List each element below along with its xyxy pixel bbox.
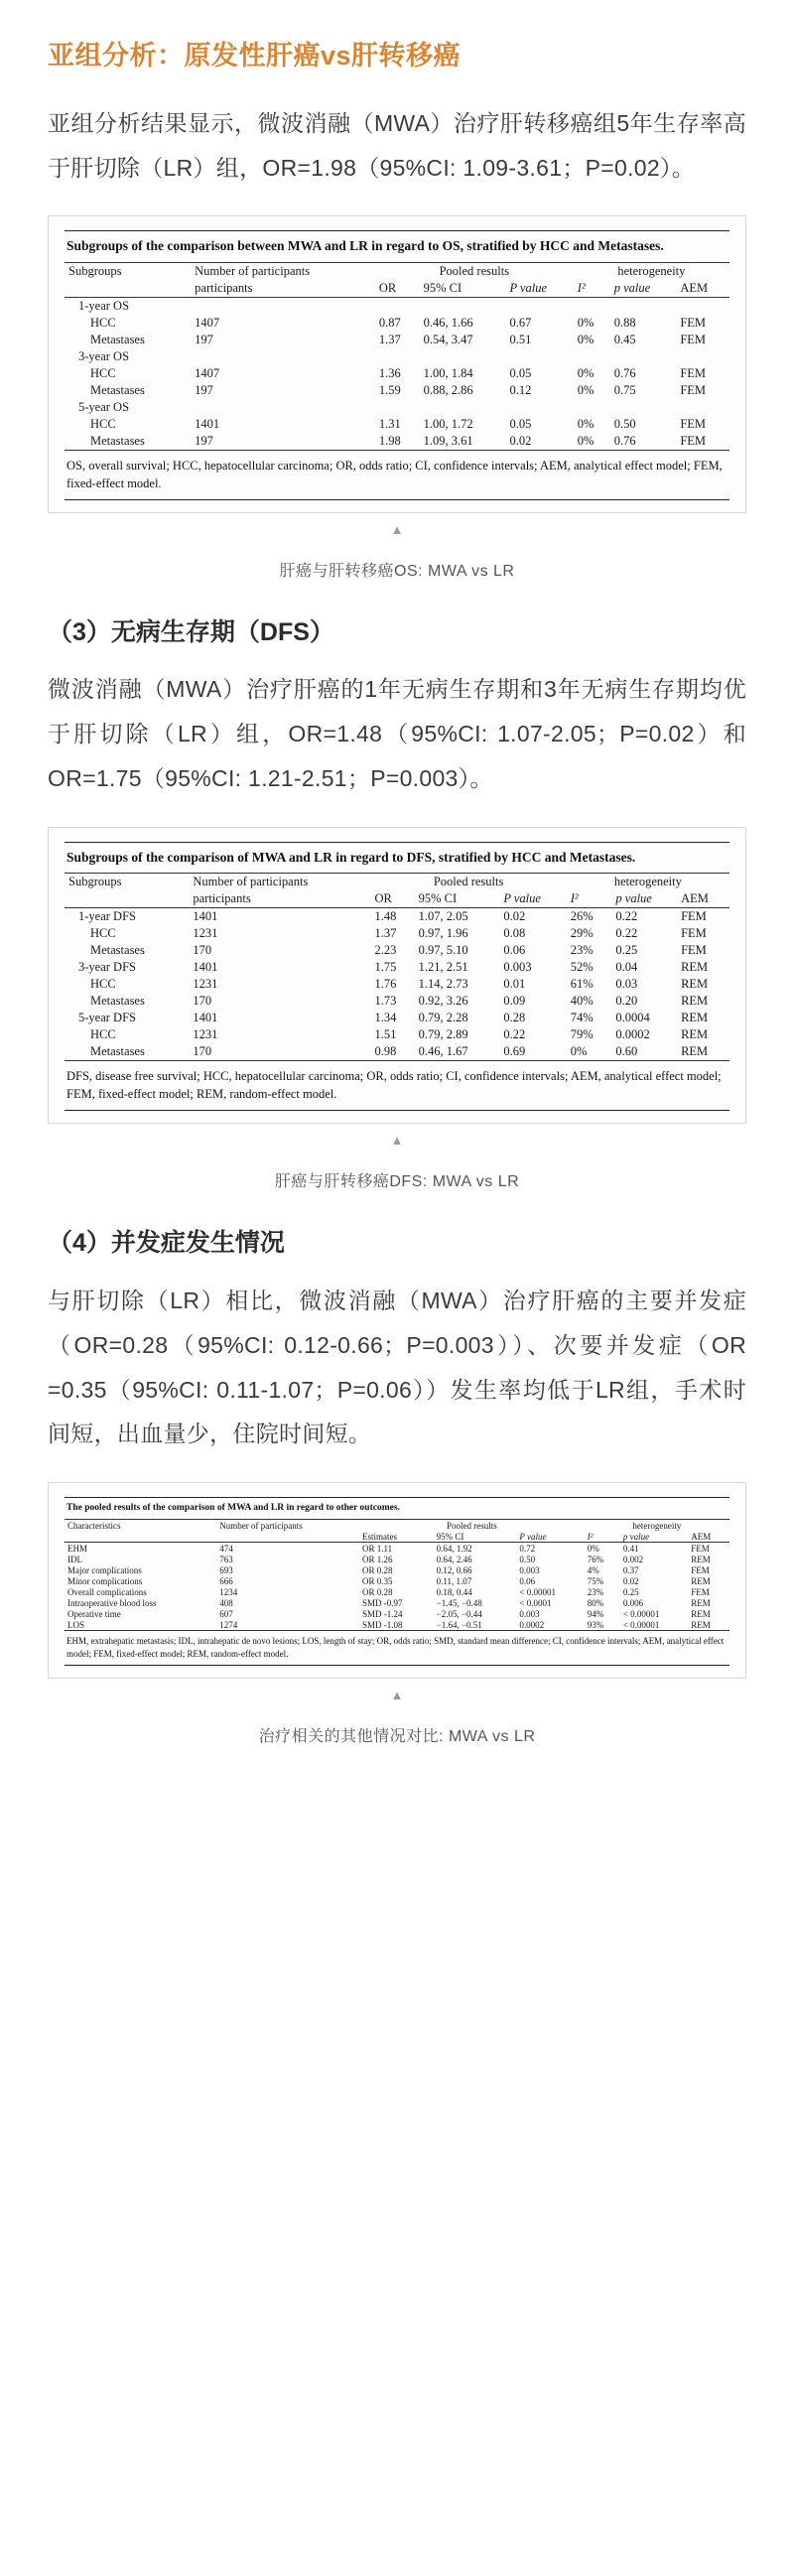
figure-dfs: [48, 827, 746, 1191]
col-pvalue: P value: [519, 1531, 547, 1542]
figure-os: [48, 215, 746, 580]
table-row: HCC 1407 1.36 1.00, 1.84 0.05 0% 0.76 FEM: [90, 365, 707, 380]
col-phet: p value: [622, 1531, 650, 1542]
table-other: [65, 1519, 729, 1630]
figure-other-outcomes: [48, 1482, 746, 1746]
table-row: Metastases 170 1.73 0.92, 3.26 0.09 40% 0.20 REM: [90, 994, 709, 1009]
table-os-note: OS, overall survival; HCC, hepatocellular carcinoma; OR, odds ratio; CI, confidence intervals; AEM, analytical effect model; FEM, fixed-effect model.: [65, 450, 729, 500]
heading-dfs: （3）无病生存期（DFS）: [48, 617, 334, 646]
table-row: 5-year OS: [78, 399, 130, 414]
col-aem: AEM: [681, 891, 709, 906]
table-dfs: [65, 873, 729, 1060]
figure-arrow-icon: ▲: [390, 1133, 404, 1149]
table-dfs-title: Subgroups of the comparison of MWA and LR in regard to DFS, stratified by HCC and Metastases.: [65, 842, 729, 873]
table-row: 1-year DFS 1401 1.48 1.07, 2.05 0.02 26% 0.22 FEM: [78, 909, 707, 924]
col-subgroups: Subgroups: [68, 875, 122, 889]
table-row: 3-year DFS 1401 1.75 1.21, 2.51 0.003 52% 0.04 REM: [78, 960, 709, 975]
col-ci: 95% CI: [418, 891, 458, 906]
table-row: Intraoperative blood loss 408 SMD -0.97 −1.45, −0.48 < 0.0001 80% 0.006 REM: [67, 1597, 711, 1608]
table-row: 3-year OS: [78, 348, 130, 363]
col-heterogeneity: heterogeneity: [613, 875, 682, 889]
col-phet: p value: [615, 891, 652, 906]
figure-dfs-caption: 肝癌与肝转移癌DFS: MWA vs LR: [274, 1173, 520, 1191]
table-row: IDL 763 OR 1.26 0.64, 2.46 0.50 76% 0.002 REM: [67, 1554, 711, 1564]
table-row: 5-year DFS 1401 1.34 0.79, 2.28 0.28 74% 0.0004 REM: [78, 1011, 709, 1025]
col-pvalue: P value: [509, 280, 548, 295]
col-ci: 95% CI: [436, 1531, 464, 1542]
table-other-note: EHM, extrahepatic metastasis; IDL, intrahepatic de novo lesions; LOS, length of stay; OR, odds ratio; SMD, standard mean difference; CI, confidence intervals; AEM, analytical effect model; FEM, fixed-effect model; REM, random-effect model.: [65, 1630, 729, 1666]
table-row: Metastases 197 1.98 1.09, 3.61 0.02 0% 0.76 FEM: [90, 433, 707, 448]
col-ci: 95% CI: [423, 280, 463, 295]
table-row: Overall complications 1234 OR 0.28 0.18, 0.44 < 0.00001 23% 0.25 FEM: [67, 1586, 710, 1597]
col-participants-2: participants: [195, 280, 253, 295]
table-os-title: Subgroups of the comparison between MWA and LR in regard to OS, stratified by HCC and Metastases.: [65, 230, 729, 261]
table-os-subheader-row: [65, 280, 729, 298]
table-row: HCC 1231 1.76 1.14, 2.73 0.01 61% 0.03 REM: [90, 977, 709, 992]
table-row: Minor complications 666 OR 0.35 0.11, 1.07 0.06 75% 0.02 REM: [67, 1575, 711, 1586]
figure-arrow-icon: ▲: [390, 521, 404, 537]
col-or: OR: [378, 280, 397, 295]
col-pooled: Pooled results: [446, 1520, 497, 1531]
col-i2: I²: [577, 280, 586, 295]
table-row: HCC 1407 0.87 0.46, 1.66 0.67 0% 0.88 FEM: [90, 315, 707, 330]
table-row: HCC 1231 1.37 0.97, 1.96 0.08 29% 0.22 FEM: [90, 926, 707, 941]
col-heterogeneity: heterogeneity: [632, 1520, 682, 1531]
table-row: EHM 474 OR 1.11 0.64, 1.92 0.72 0% 0.41 FEM: [67, 1543, 710, 1554]
paragraph-dfs: 微波消融（MWA）治疗肝癌的1年无病生存期和3年无病生存期均优于肝切除（LR）组，OR=1.48（95%CI: 1.07-2.05；P=0.02）和OR=1.75（95%CI: 1.21-2.51；P=0.003）。: [48, 676, 746, 792]
table-row: Metastases 170 0.98 0.46, 1.67 0.69 0% 0.60 REM: [90, 1044, 709, 1059]
col-participants: Number of participants: [193, 875, 309, 889]
heading-complications: （4）并发症发生情况: [48, 1229, 285, 1258]
col-estimates: Estimates: [361, 1531, 397, 1542]
col-i2: I²: [587, 1531, 594, 1542]
table-row: HCC 1401 1.31 1.00, 1.72 0.05 0% 0.50 FEM: [90, 416, 707, 431]
col-characteristics: Characteristics: [67, 1520, 121, 1531]
col-pooled: Pooled results: [433, 875, 504, 889]
figure-dfs-table-box: [48, 827, 746, 1124]
table-row: Metastases 170 2.23 0.97, 5.10 0.06 23% 0.25 FEM: [90, 943, 707, 958]
figure-os-table-box: [48, 215, 746, 512]
col-pooled: Pooled results: [439, 263, 510, 278]
table-os: [65, 262, 729, 450]
col-aem: AEM: [691, 1531, 712, 1542]
table-row: LOS 1274 SMD -1.08 −1.64, −0.51 0.0002 93% < 0.00001 REM: [67, 1619, 711, 1630]
col-aem: AEM: [680, 280, 709, 295]
table-dfs-note: DFS, disease free survival; HCC, hepatocellular carcinoma; OR, odds ratio; CI, confidence intervals; AEM, analytical effect model; FEM, fixed-effect model; REM, random-effect model.: [65, 1060, 729, 1111]
table-row: Major complications 693 OR 0.28 0.12, 0.66 0.003 4% 0.37 FEM: [67, 1564, 710, 1575]
table-dfs-header-row: [65, 874, 729, 891]
table-other-header-row: [65, 1520, 729, 1532]
figure-arrow-icon: ▲: [390, 1688, 404, 1703]
table-dfs-subheader-row: [65, 890, 729, 908]
col-participants: Number of participants: [195, 263, 311, 278]
figure-os-caption: 肝癌与肝转移癌OS: MWA vs LR: [279, 562, 515, 580]
table-row: HCC 1231 1.51 0.79, 2.89 0.22 79% 0.0002 REM: [90, 1027, 709, 1042]
table-row: Metastases 197 1.37 0.54, 3.47 0.51 0% 0.45 FEM: [90, 332, 707, 346]
intro-paragraph: 亚组分析结果显示，微波消融（MWA）治疗肝转移癌组5年生存率高于肝切除（LR）组，OR=1.98（95%CI: 1.09-3.61；P=0.02）。: [48, 109, 746, 181]
table-row: Metastases 197 1.59 0.88, 2.86 0.12 0% 0.75 FEM: [90, 382, 707, 397]
figure-other-table-box: [48, 1482, 746, 1679]
col-participants: Number of participants: [219, 1520, 303, 1531]
col-heterogeneity: heterogeneity: [617, 263, 686, 278]
col-participants-2: participants: [193, 891, 251, 906]
col-subgroups: Subgroups: [68, 263, 122, 278]
table-row: Operative time 607 SMD -1.24 −2.05, −0.44 0.003 94% < 0.00001 REM: [67, 1608, 711, 1619]
paragraph-complications: 与肝切除（LR）相比，微波消融（MWA）治疗肝癌的主要并发症（OR=0.28（95%CI: 0.12-0.66；P=0.003））、次要并发症（OR =0.35（95%CI: 0.11-1.07；P=0.06））发生率均低于LR组，手术时间短，出血量少，住院时间短。: [48, 1287, 746, 1447]
table-row: 1-year OS: [78, 298, 130, 313]
col-phet: p value: [613, 280, 651, 295]
table-other-subheader-row: [65, 1531, 729, 1543]
col-or: OR: [374, 891, 392, 906]
figure-other-caption: 治疗相关的其他情况对比: MWA vs LR: [258, 1728, 536, 1746]
col-i2: I²: [570, 891, 579, 906]
col-pvalue: P value: [503, 891, 541, 906]
table-os-header-row: [65, 262, 729, 280]
table-other-title: The pooled results of the comparison of MWA and LR in regard to other outcomes.: [65, 1497, 729, 1519]
page-title: 亚组分析：原发性肝癌vs肝转移癌: [48, 41, 462, 70]
